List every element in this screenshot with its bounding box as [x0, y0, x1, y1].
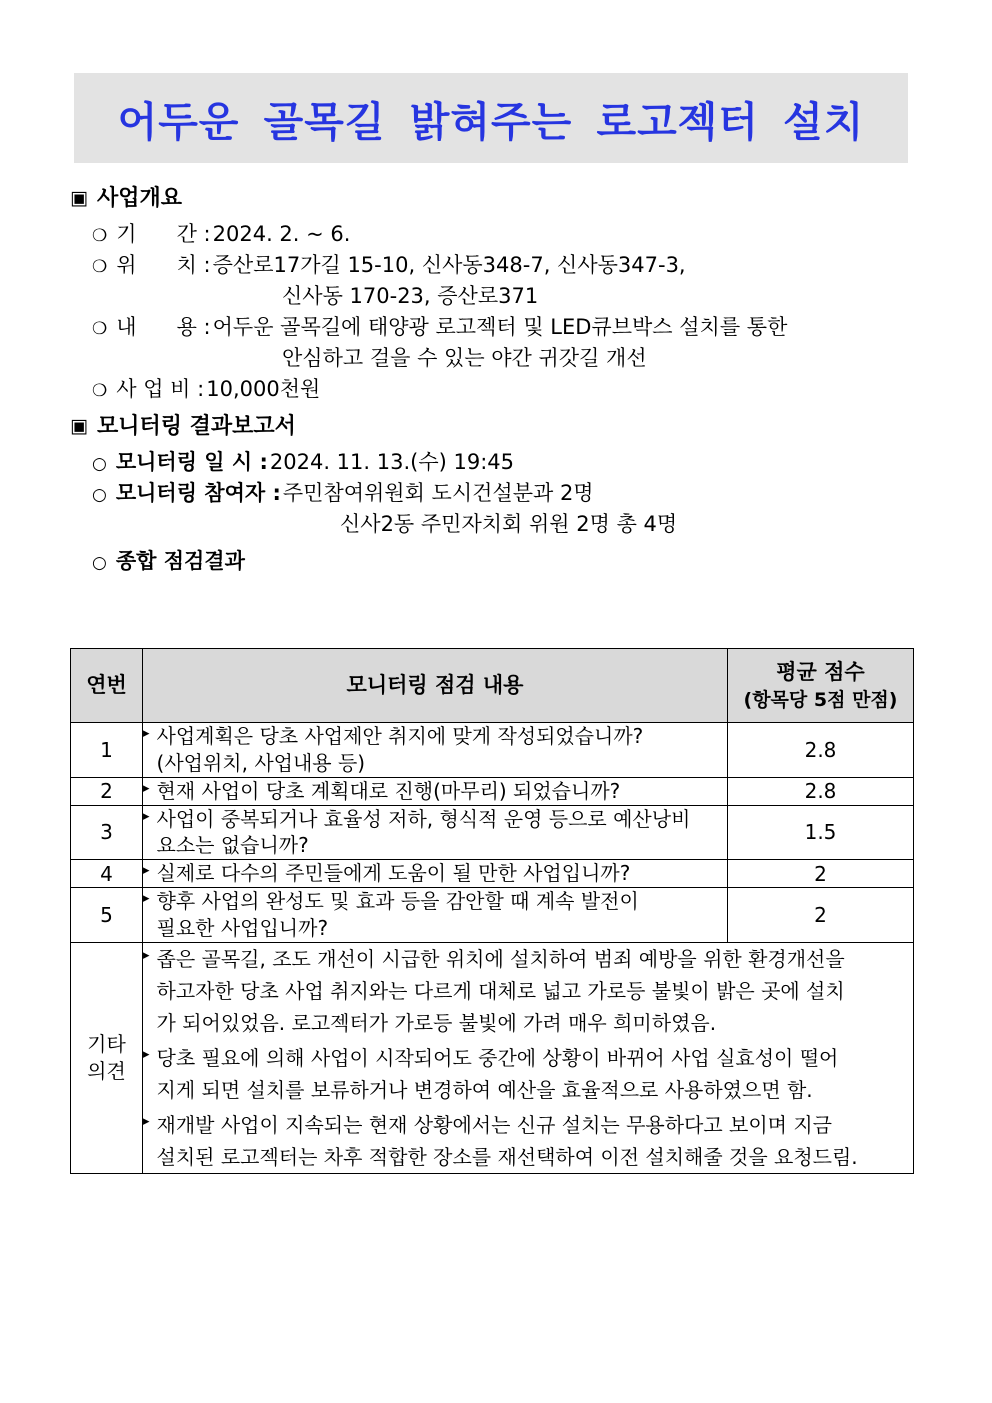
row-question-line2: (사업위치, 사업내용 등) [156, 750, 366, 775]
row-no: 4 [71, 860, 143, 888]
section-heading-overview [70, 183, 992, 215]
row-question-text [157, 860, 727, 887]
etc-opinions-body [143, 942, 914, 1174]
triangle-bullet-icon: ▸ [143, 1113, 150, 1129]
row-question-line1: 현재 사업이 당초 계획대로 진행(마무리) 되었습니까? [156, 778, 621, 803]
column-header-score-main: 평균 점수 [776, 660, 865, 684]
circle-bullet-icon: ❍ [92, 319, 108, 340]
overview-location-value-line2: 신사동 170-23, 증산로371 [282, 284, 539, 309]
table-header-row [71, 649, 914, 723]
report-datetime-label: 모니터링 일 시 : [115, 450, 268, 475]
overview-item-location [92, 250, 992, 281]
row-no: 2 [71, 777, 143, 805]
overview-budget-label: 사 업 비 : [116, 377, 205, 402]
opinion-line: 당초 필요에 의해 사업이 시작되어도 중간에 상황이 바뀌어 사업 실효성이 떨어 [156, 1045, 839, 1070]
circle-bullet-icon: ○ [92, 454, 107, 475]
report-participants-value: 주민참여위원회 도시건설분과 2명 [282, 481, 594, 506]
circle-bullet-icon: ❍ [92, 256, 108, 277]
row-question-line1: 사업이 중복되거나 효율성 저하, 형식적 운영 등으로 예산낭비 [156, 806, 691, 831]
section-heading-overview-label: 사업개요 [96, 186, 182, 211]
row-question-line2: 요소는 없습니까? [156, 833, 309, 858]
table-body [71, 723, 914, 1174]
table-row [71, 887, 914, 942]
triangle-bullet-icon: ▸ [143, 726, 150, 742]
report-item-participants [92, 478, 992, 509]
row-question-line1: 실제로 다수의 주민들에게 도움이 될 만한 사업입니까? [156, 861, 631, 886]
report-item-datetime [92, 447, 992, 478]
etc-opinions-label-line2: 의견 [87, 1058, 126, 1083]
row-question-text [157, 723, 727, 777]
opinion-line: 좁은 골목길, 조도 개선이 시급한 위치에 설치하여 범죄 예방을 위한 환경개선을 [156, 946, 845, 971]
overview-content-value-line2: 안심하고 걸을 수 있는 야간 귀갓길 개선 [282, 346, 647, 371]
opinion-line: 재개발 사업이 지속되는 현재 상황에서는 신규 설치는 무용하다고 보이며 지금 [156, 1112, 832, 1137]
circle-bullet-icon: ❍ [92, 225, 108, 246]
row-question [143, 805, 728, 860]
overview-item-budget [92, 374, 992, 405]
etc-opinions-label [71, 942, 143, 1174]
row-question [143, 887, 728, 942]
circle-bullet-icon: ❍ [92, 381, 108, 402]
overview-location-label: 위 치 : [116, 252, 211, 277]
opinion-item [143, 943, 913, 1040]
circle-bullet-icon: ○ [92, 553, 107, 574]
row-no: 1 [71, 723, 143, 778]
row-no: 5 [71, 887, 143, 942]
table-row [71, 723, 914, 778]
row-question-text [157, 888, 727, 942]
overview-content-value: 어두운 골목길에 태양광 로고젝터 및 LED큐브박스 설치를 통한 [212, 315, 788, 340]
triangle-bullet-icon: ▸ [143, 890, 150, 906]
overview-period-value: 2024. 2. ~ 6. [212, 221, 351, 246]
table-row [71, 860, 914, 888]
opinion-item [143, 1042, 913, 1107]
report-participants-label: 모니터링 참여자 : [115, 481, 281, 506]
row-question [143, 860, 728, 888]
column-header-score-sub: (항목당 5점 만점) [743, 688, 898, 711]
triangle-bullet-icon: ▸ [143, 947, 150, 963]
opinion-line: 지게 되면 설치를 보류하거나 변경하여 예산을 효율적으로 사용하였으면 함. [156, 1078, 813, 1103]
overview-budget-value: 10,000천원 [206, 377, 321, 402]
section-heading-report-label: 모니터링 결과보고서 [96, 414, 296, 440]
table-row [71, 777, 914, 805]
report-result-label: 종합 점검결과 [115, 549, 245, 574]
row-question [143, 723, 728, 778]
column-header-score [728, 649, 914, 723]
row-question-text [157, 806, 727, 860]
section-heading-report [70, 411, 992, 443]
opinion-line: 설치된 로고젝터는 차후 적합한 장소를 재선택하여 이전 설치해줄 것을 요청드림. [156, 1144, 858, 1169]
section-marker-icon: ▣ [70, 415, 88, 438]
triangle-bullet-icon: ▸ [143, 780, 150, 796]
overview-item-content [92, 312, 992, 343]
row-question-line1: 사업계획은 당초 사업제안 취지에 맞게 작성되었습니까? [156, 724, 644, 749]
table-row [71, 805, 914, 860]
opinion-text [157, 1109, 913, 1174]
page-title: 어두운 골목길 밝혀주는 로고젝터 설치 [117, 97, 865, 146]
table-row-etc-opinions [71, 942, 914, 1174]
row-question [143, 777, 728, 805]
overview-content-label: 내 용 : [116, 315, 211, 340]
row-score: 1.5 [728, 805, 914, 860]
overview-period-label: 기 간 : [116, 221, 211, 246]
triangle-bullet-icon: ▸ [143, 808, 150, 824]
triangle-bullet-icon: ▸ [143, 863, 150, 879]
opinion-line: 하고자한 당초 사업 취지와는 다르게 대체로 넓고 가로등 불빛이 밝은 곳에 설치 [156, 978, 845, 1003]
opinion-item [143, 1109, 913, 1174]
opinion-text [157, 943, 913, 1040]
row-score: 2 [728, 860, 914, 888]
row-score: 2 [728, 887, 914, 942]
report-datetime-value: 2024. 11. 13.(수) 19:45 [269, 450, 515, 475]
etc-opinions-label-line1: 기타 [87, 1031, 126, 1056]
section-marker-icon: ▣ [70, 187, 88, 209]
column-header-no: 연번 [71, 649, 143, 723]
report-participants-value-line2: 신사2동 주민자치회 위원 2명 총 4명 [340, 512, 678, 537]
report-item-result [92, 546, 992, 577]
monitoring-results-table-wrapper [70, 648, 914, 1174]
row-question-line2: 필요한 사업입니까? [156, 915, 329, 940]
row-score: 2.8 [728, 723, 914, 778]
opinion-text [157, 1042, 913, 1107]
row-question-line1: 향후 사업의 완성도 및 효과 등을 감안할 때 계속 발전이 [156, 888, 639, 913]
overview-location-value: 증산로17가길 15-10, 신사동348-7, 신사동347-3, [212, 252, 686, 277]
title-banner [74, 73, 908, 163]
row-no: 3 [71, 805, 143, 860]
overview-item-period [92, 219, 992, 250]
column-header-content: 모니터링 점검 내용 [143, 649, 728, 723]
triangle-bullet-icon: ▸ [143, 1046, 150, 1062]
document-body [0, 183, 992, 578]
row-question-text [157, 778, 727, 805]
row-score: 2.8 [728, 777, 914, 805]
opinion-line: 가 되어있었음. 로고젝터가 가로등 불빛에 가려 매우 희미하였음. [156, 1011, 717, 1036]
circle-bullet-icon: ○ [92, 485, 107, 506]
monitoring-results-table [70, 648, 914, 1174]
table-header [71, 649, 914, 723]
